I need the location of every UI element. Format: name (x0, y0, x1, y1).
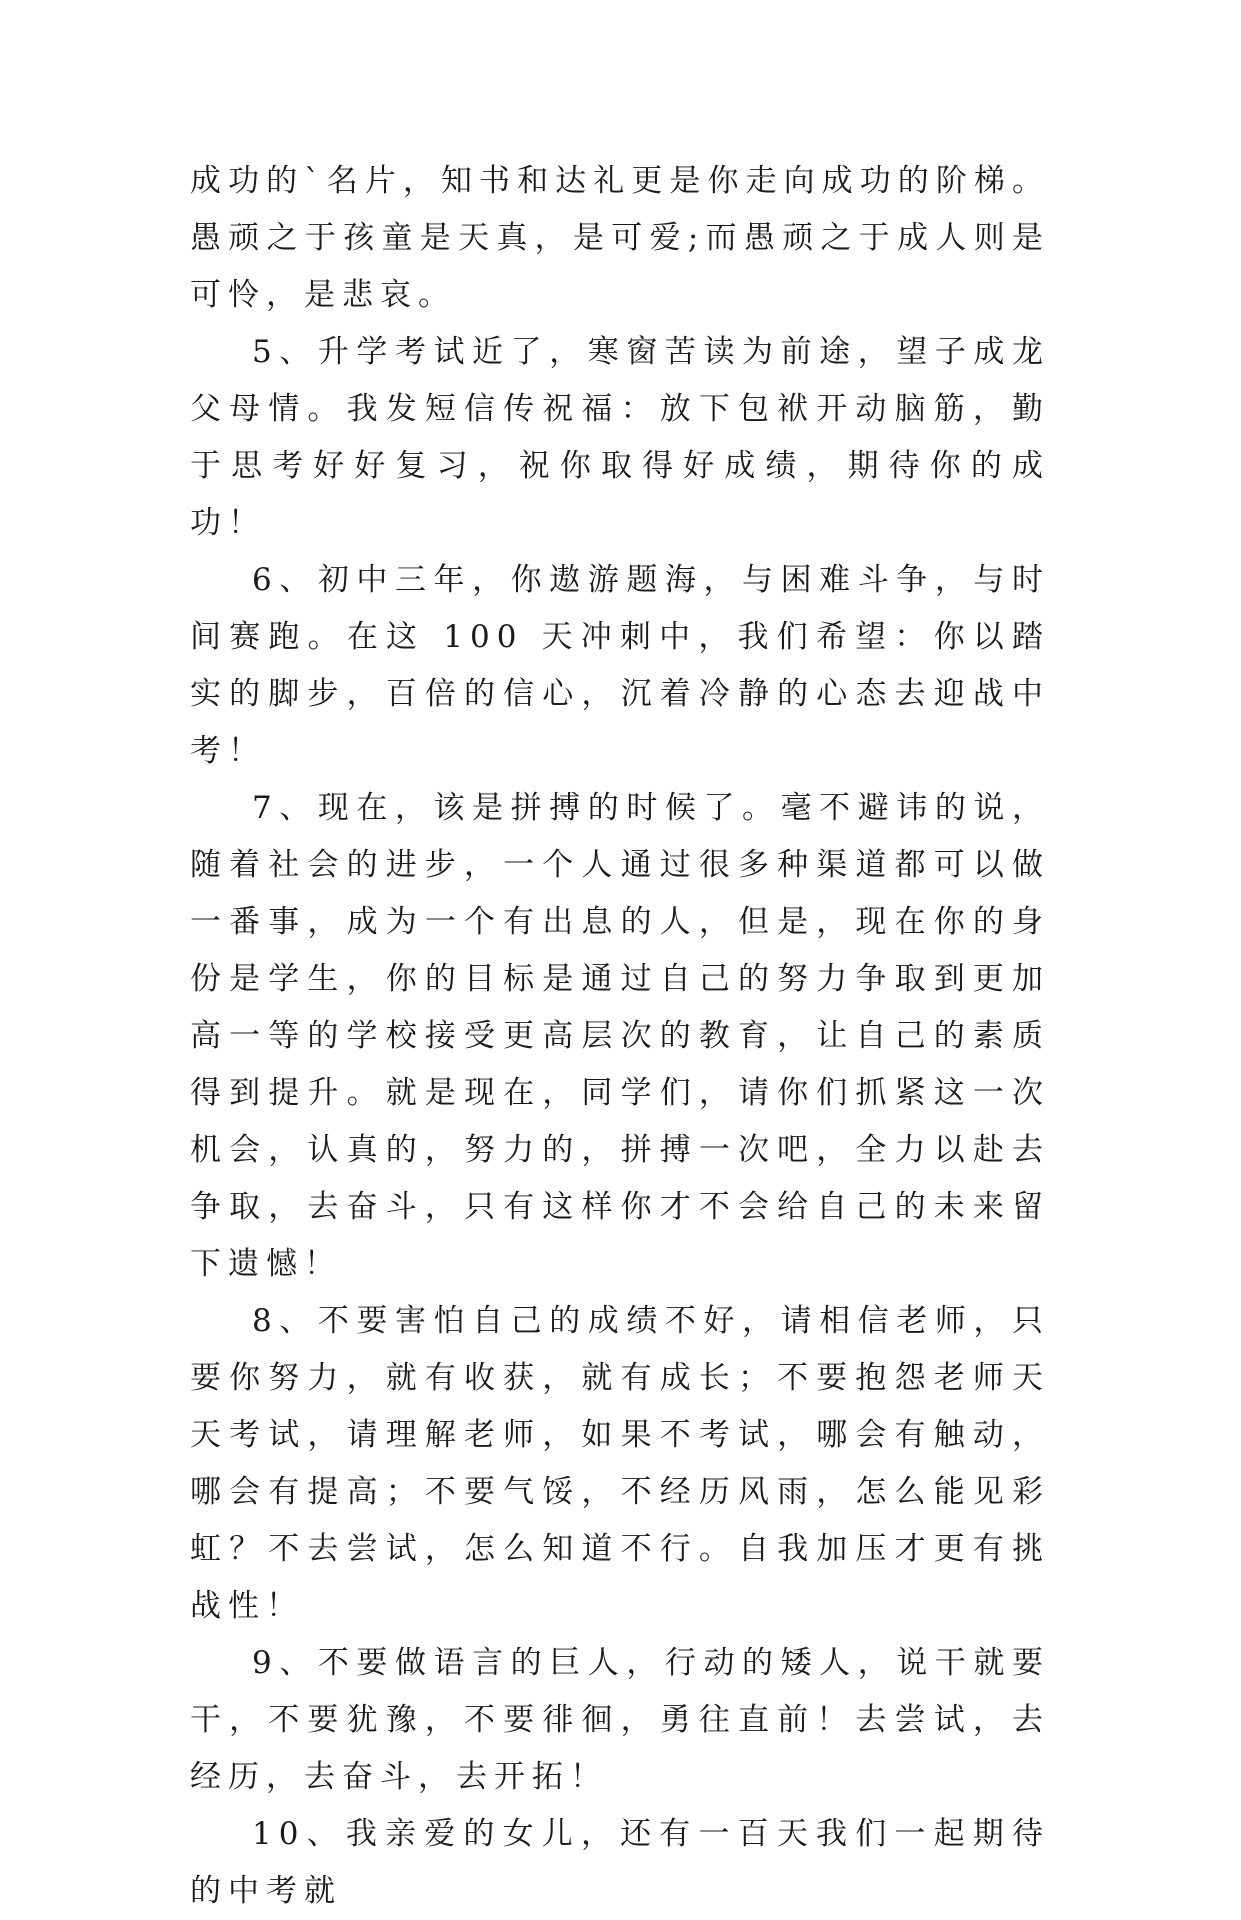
paragraph-9: 9、不要做语言的巨人，行动的矮人，说干就要干，不要犹豫，不要徘徊，勇往直前！去尝试，去经历，去奋斗，去开拓！ (190, 1645, 1050, 1795)
paragraph-7: 7、现在，该是拼搏的时候了。毫不避讳的说，随着社会的进步，一个人通过很多种渠道都可以做一番事，成为一个有出息的人，但是，现在你的身份是学生，你的目标是通过自己的努力争取到更加高一等的学校接受更高层次的教育，让自己的素质得到提升。就是现在，同学们，请你们抓紧这一次机会，认真的，努力的，拼搏一次吧，全力以赴去争取，去奋斗，只有这样你才不会给自己的未来留下遗憾！ (190, 790, 1050, 1282)
paragraph-8: 8、不要害怕自己的成绩不好，请相信老师，只要你努力，就有收获，就有成长；不要抱怨老师天天考试，请理解老师，如果不考试，哪会有触动，哪会有提高；不要气馁，不经历风雨，怎么能见彩虹？不去尝试，怎么知道不行。自我加压才更有挑战性！ (190, 1303, 1050, 1624)
paragraph-10: 10、我亲爱的女儿，还有一百天我们一起期待的中考就 (190, 1816, 1050, 1909)
document-body (190, 153, 1050, 1920)
paragraph-6: 6、初中三年，你遨游题海，与困难斗争，与时间赛跑。在这 100 天冲刺中，我们希望：你以踏实的脚步，百倍的信心，沉着冷静的心态去迎战中考！ (190, 562, 1050, 769)
paragraph-5: 5、升学考试近了，寒窗苦读为前途，望子成龙父母情。我发短信传祝福：放下包袱开动脑筋，勤于思考好好复习，祝你取得好成绩，期待你的成功！ (190, 334, 1050, 541)
paragraph-4-continued: 成功的`名片，知书和达礼更是你走向成功的阶梯。愚顽之于孩童是天真，是可爱;而愚顽之于成人则是可怜，是悲哀。 (190, 163, 1050, 313)
